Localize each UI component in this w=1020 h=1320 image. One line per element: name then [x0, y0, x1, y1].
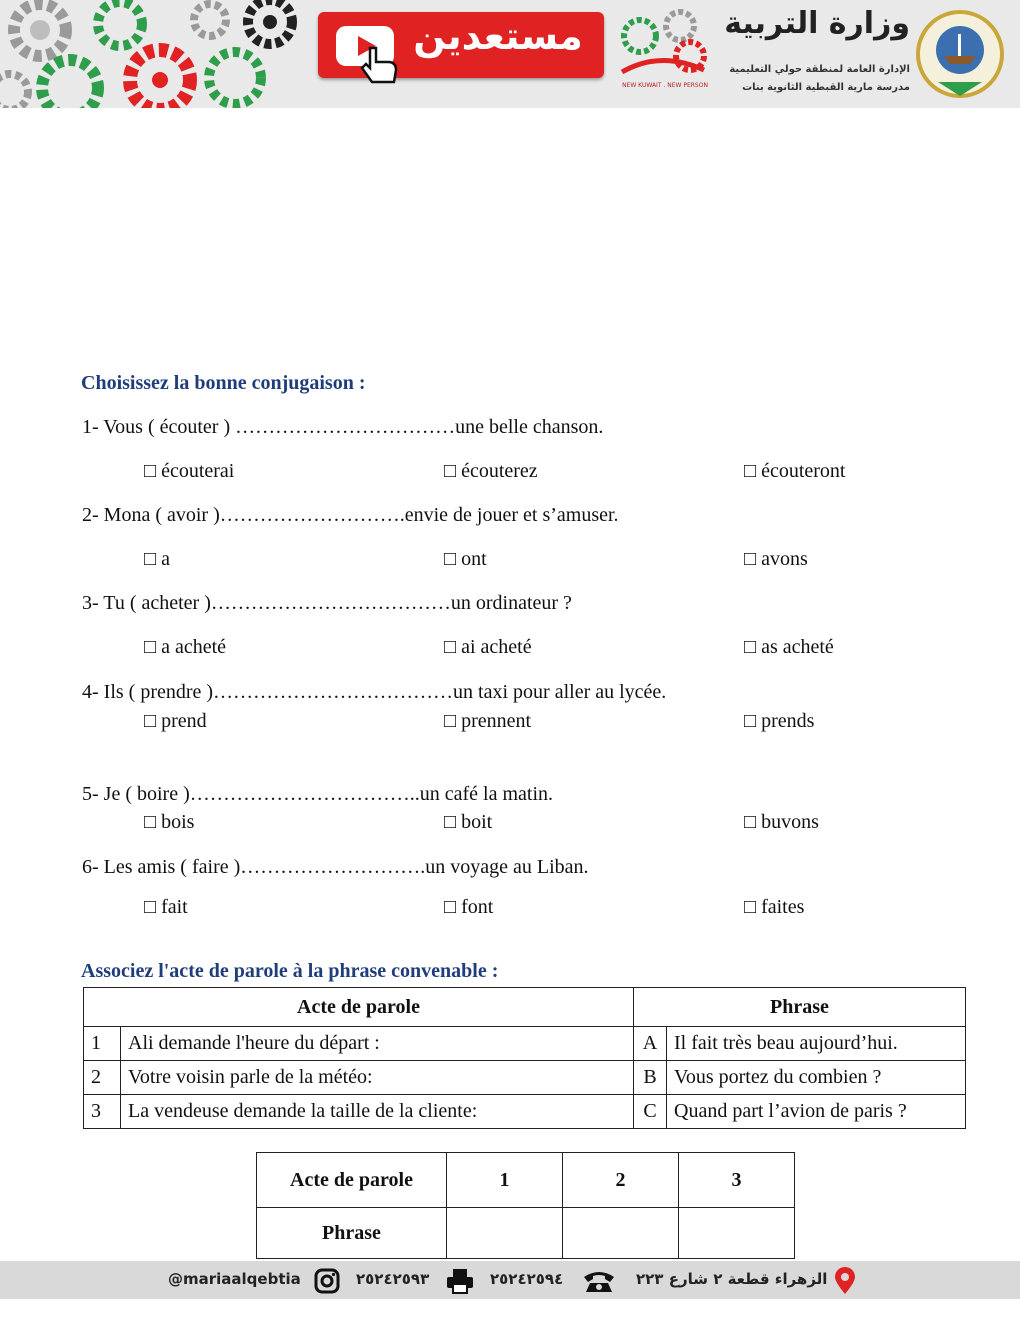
school-line: مدرسة مارية القبطية الثانوية بنات — [742, 82, 910, 93]
question-2: 2- Mona ( avoir )……………………….envie de jouer et s’amuser. — [82, 504, 619, 526]
option-5c[interactable]: □ buvons — [744, 811, 819, 833]
table-row — [84, 1095, 966, 1129]
hand-cursor-icon — [358, 46, 400, 86]
option-2c[interactable]: □ avons — [744, 548, 808, 570]
district-line: الإدارة العامة لمنطقة حولي التعليمية — [729, 64, 910, 75]
option-2b[interactable]: □ ont — [444, 548, 487, 570]
address: الزهراء قطعة ٢ شارع ٢٢٣ — [636, 1270, 828, 1288]
row-number: 3 — [84, 1095, 121, 1129]
answer-cell-3[interactable] — [679, 1208, 795, 1259]
header-phrase: Phrase — [634, 988, 966, 1027]
option-1c[interactable]: □ écouteront — [744, 460, 846, 482]
location-pin-icon — [834, 1267, 856, 1295]
answer-row-label-acte: Acte de parole — [257, 1153, 447, 1208]
row-letter: A — [634, 1027, 667, 1061]
question-6: 6- Les amis ( faire )……………………….un voyage au Liban. — [82, 856, 589, 878]
option-2a[interactable]: □ a — [144, 548, 170, 570]
row-number: 1 — [84, 1027, 121, 1061]
question-3: 3- Tu ( acheter )………………………………un ordinateur ? — [82, 592, 572, 614]
answer-grid — [256, 1152, 795, 1259]
section-title-conjugaison: Choisissez la bonne conjugaison : — [81, 372, 366, 394]
option-1a[interactable]: □ écouterai — [144, 460, 235, 482]
ministry-title: وزارة التربية — [724, 6, 910, 41]
telephone-icon — [582, 1269, 616, 1293]
option-5a[interactable]: □ bois — [144, 811, 195, 833]
option-4b[interactable]: □ prennent — [444, 710, 532, 732]
instagram-icon — [314, 1268, 340, 1294]
option-5b[interactable]: □ boit — [444, 811, 493, 833]
option-4c[interactable]: □ prends — [744, 710, 815, 732]
row-number: 2 — [84, 1061, 121, 1095]
option-6a[interactable]: □ fait — [144, 896, 188, 918]
phrase-text: Quand part l’avion de paris ? — [667, 1095, 966, 1129]
option-1b[interactable]: □ écouterez — [444, 460, 538, 482]
answer-col-3: 3 — [679, 1153, 795, 1208]
question-5: 5- Je ( boire )……………………………..un café la matin. — [82, 783, 554, 805]
footer-bar — [0, 1261, 1020, 1299]
table-row — [84, 1061, 966, 1095]
header-banner — [0, 0, 1020, 108]
printer-icon — [446, 1268, 474, 1294]
acte-text: Ali demande l'heure du départ : — [121, 1027, 634, 1061]
answer-cell-2[interactable] — [563, 1208, 679, 1259]
logo-caption: NEW KUWAIT . NEW PERSON — [622, 82, 708, 89]
row-letter: B — [634, 1061, 667, 1095]
phone-number: ٢٥٢٤٢٥٩٤ — [490, 1270, 564, 1288]
option-3c[interactable]: □ as acheté — [744, 636, 834, 658]
table-row — [84, 1027, 966, 1061]
acte-text: Votre voisin parle de la météo: — [121, 1061, 634, 1095]
header-acte: Acte de parole — [84, 988, 634, 1027]
phrase-text: Il fait très beau aujourd’hui. — [667, 1027, 966, 1061]
option-6c[interactable]: □ faites — [744, 896, 805, 918]
answer-cell-1[interactable] — [447, 1208, 563, 1259]
youtube-channel-label: مستعدين — [413, 14, 583, 58]
instagram-handle[interactable]: @mariaalqebtia — [168, 1270, 301, 1288]
acte-text: La vendeuse demande la taille de la cliente: — [121, 1095, 634, 1129]
question-1: 1- Vous ( écouter ) ……………………………une belle chanson. — [82, 416, 604, 438]
row-letter: C — [634, 1095, 667, 1129]
answer-row-label-phrase: Phrase — [257, 1208, 447, 1259]
association-table — [83, 987, 966, 1129]
section-title-associez: Associez l'acte de parole à la phrase convenable : — [81, 960, 499, 982]
answer-col-2: 2 — [563, 1153, 679, 1208]
answer-col-1: 1 — [447, 1153, 563, 1208]
option-3a[interactable]: □ a acheté — [144, 636, 227, 658]
option-3b[interactable]: □ ai acheté — [444, 636, 532, 658]
option-4a[interactable]: □ prend — [144, 710, 207, 732]
phrase-text: Vous portez du combien ? — [667, 1061, 966, 1095]
option-6b[interactable]: □ font — [444, 896, 494, 918]
fax-number: ٢٥٢٤٢٥٩٣ — [356, 1270, 430, 1288]
question-4: 4- Ils ( prendre )………………………………un taxi pour aller au lycée. — [82, 681, 667, 703]
